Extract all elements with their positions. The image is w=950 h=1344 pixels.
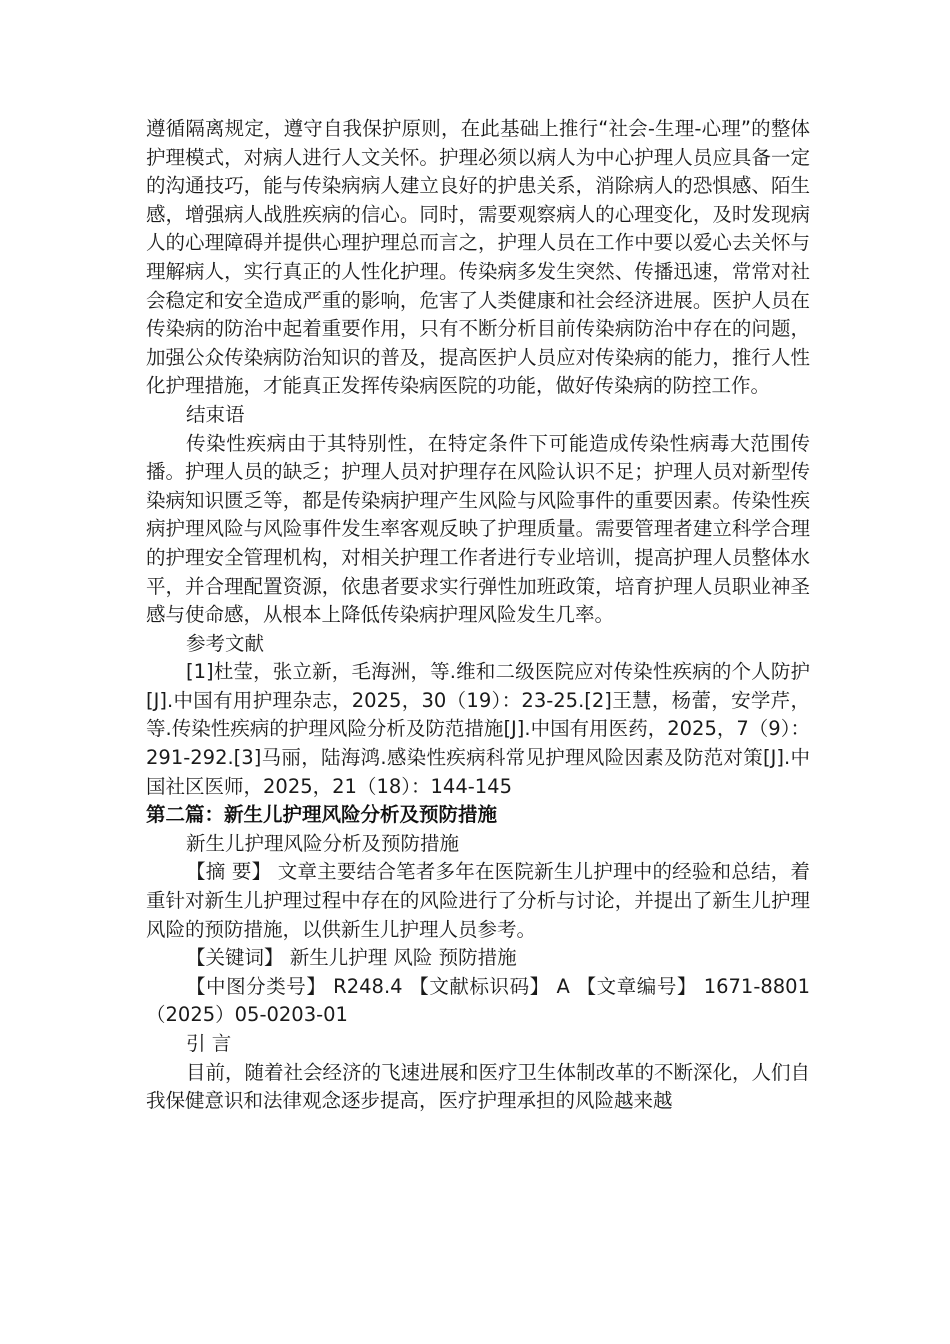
conclusion-heading: 结束语 [186,402,245,426]
article-title: 新生儿护理风险分析及预防措施 [186,831,460,855]
abstract-paragraph: 【摘 要】 文章主要结合笔者多年在医院新生儿护理中的经验和总结，着重针对新生儿护理过程中存在的风险进行了分析与讨论，并提出了新生儿护理风险的预防措施，以供新生儿护理人员参考。 [146,860,810,941]
conclusion-paragraph: 传染性疾病由于其特别性，在特定条件下可能造成传染性病毒大范围传播。护理人员的缺乏；护理人员对护理存在风险认识不足；护理人员对新型传染病知识匮乏等，都是传染病护理产生风险与风险事件的重要因素。传染性疾病护理风险与风险事件发生率客观反映了护理质量。需要管理者建立科学合理的护理安全管理机构，对相关护理工作者进行专业培训，提高护理人员整体水平，并合理配置资源，依患者要求实行弹性加班政策，培育护理人员职业神圣感与使命感，从根本上降低传染病护理风险发生几率。 [146,431,810,627]
intro-heading: 引 言 [186,1032,232,1055]
references-heading: 参考文献 [186,631,265,655]
section-heading: 第二篇：新生儿护理风险分析及预防措施 [146,803,498,827]
references-list: [1]杜莹，张立新，毛海洲，等.维和二级医院应对传染性疾病的个人防护[J].中国有用护理杂志，2025，30（19）：23-25.[2]王慧，杨蕾，安学芹，等.传染性疾病的护理风险分析及防范措施[J].中国有用医药，2025，7（9）：291-292.[3]马丽，陆海鸿.感染性疾病科常见护理风险因素及防范对策[J].中国社区医师，2025，21（18）：144-145 [146,660,810,798]
keywords-line: 【关键词】 新生儿护理 风险 预防措施 [186,946,517,970]
document-page [146,115,810,1116]
intro-paragraph: 目前，随着社会经济的飞速进展和医疗卫生体制改革的不断深化，人们自我保健意识和法律观念逐步提高，医疗护理承担的风险越来越 [146,1060,811,1113]
body-paragraph: 遵循隔离规定，遵守自我保护原则，在此基础上推行“社会-生理-心理”的整体护理模式，对病人进行人文关怀。护理必须以病人为中心护理人员应具备一定的沟通技巧，能与传染病病人建立良好的护患关系，消除病人的恐惧感、陌生感，增强病人战胜疾病的信心。同时，需要观察病人的心理变化，及时发现病人的心理障碍并提供心理护理总而言之，护理人员在工作中要以爱心去关怀与理解病人，实行真正的人性化护理。传染病多发生突然、传播迅速，常常对社会稳定和安全造成严重的影响，危害了人类健康和社会经济进展。医护人员在传染病的防治中起着重要作用，只有不断分析目前传染病防治中存在的问题，加强公众传染病防治知识的普及，提高医护人员应对传染病的能力，推行人性化护理措施，才能真正发挥传染病医院的功能，做好传染病的防控工作。 [146,117,810,398]
classification-line: 【中图分类号】 R248.4 【文献标识码】 A 【文章编号】 1671-8801（2025）05-0203-01 [146,974,810,1027]
